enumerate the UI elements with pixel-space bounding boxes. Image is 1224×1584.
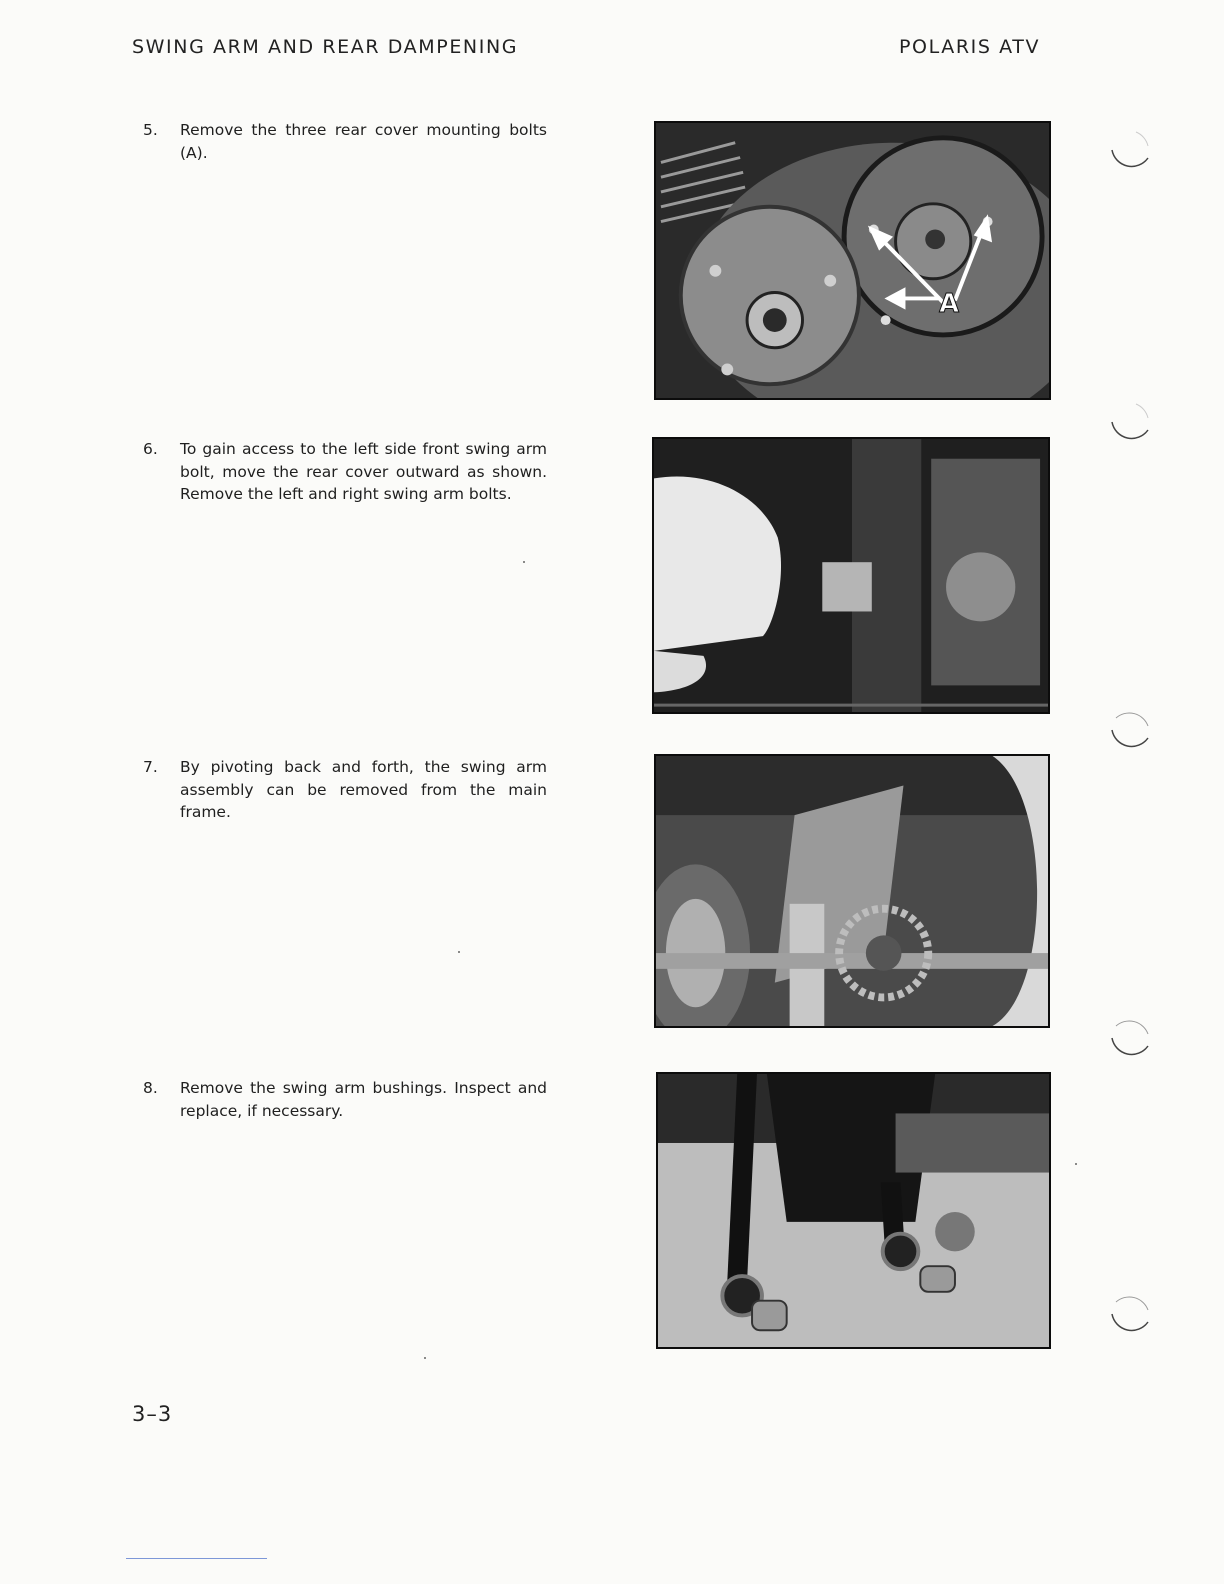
step-number: 8. [143,1079,158,1097]
step-8 [143,1077,547,1122]
photo-rear-cover-bolts [654,121,1051,400]
photo-rear-cover-outward [652,437,1050,714]
step-text: Remove the swing arm bushings. Inspect and replace, if necessary. [180,1079,547,1120]
page-number: 3–3 [132,1402,173,1426]
step-5 [143,119,547,164]
photo-swing-arm-removal [654,754,1050,1028]
step-text: To gain access to the left side front swing arm bolt, move the rear cover outward as shown. Remove the left and right swing arm bolts. [180,440,547,503]
step-number: 7. [143,758,158,776]
binder-hole-icon [1106,1016,1152,1062]
binder-hole-icon [1106,708,1152,754]
step-number: 6. [143,440,158,458]
scan-edge-line [126,1558,267,1559]
step-6 [143,438,547,506]
photo-swing-arm-bushings [656,1072,1051,1349]
binder-hole-icon [1106,400,1152,446]
scan-speck [1075,1163,1077,1165]
manual-title: POLARIS ATV [899,36,1041,58]
step-text: Remove the three rear cover mounting bolts (A). [180,121,547,162]
scan-speck [424,1357,426,1359]
callout-label: A [939,289,960,320]
binder-hole-icon [1106,128,1152,174]
step-7 [143,756,547,824]
scan-speck [523,561,525,563]
step-number: 5. [143,121,158,139]
scan-speck [458,951,460,953]
binder-hole-icon [1106,1292,1152,1338]
step-text: By pivoting back and forth, the swing arm assembly can be removed from the main frame. [180,758,547,821]
section-title: SWING ARM AND REAR DAMPENING [132,36,519,58]
